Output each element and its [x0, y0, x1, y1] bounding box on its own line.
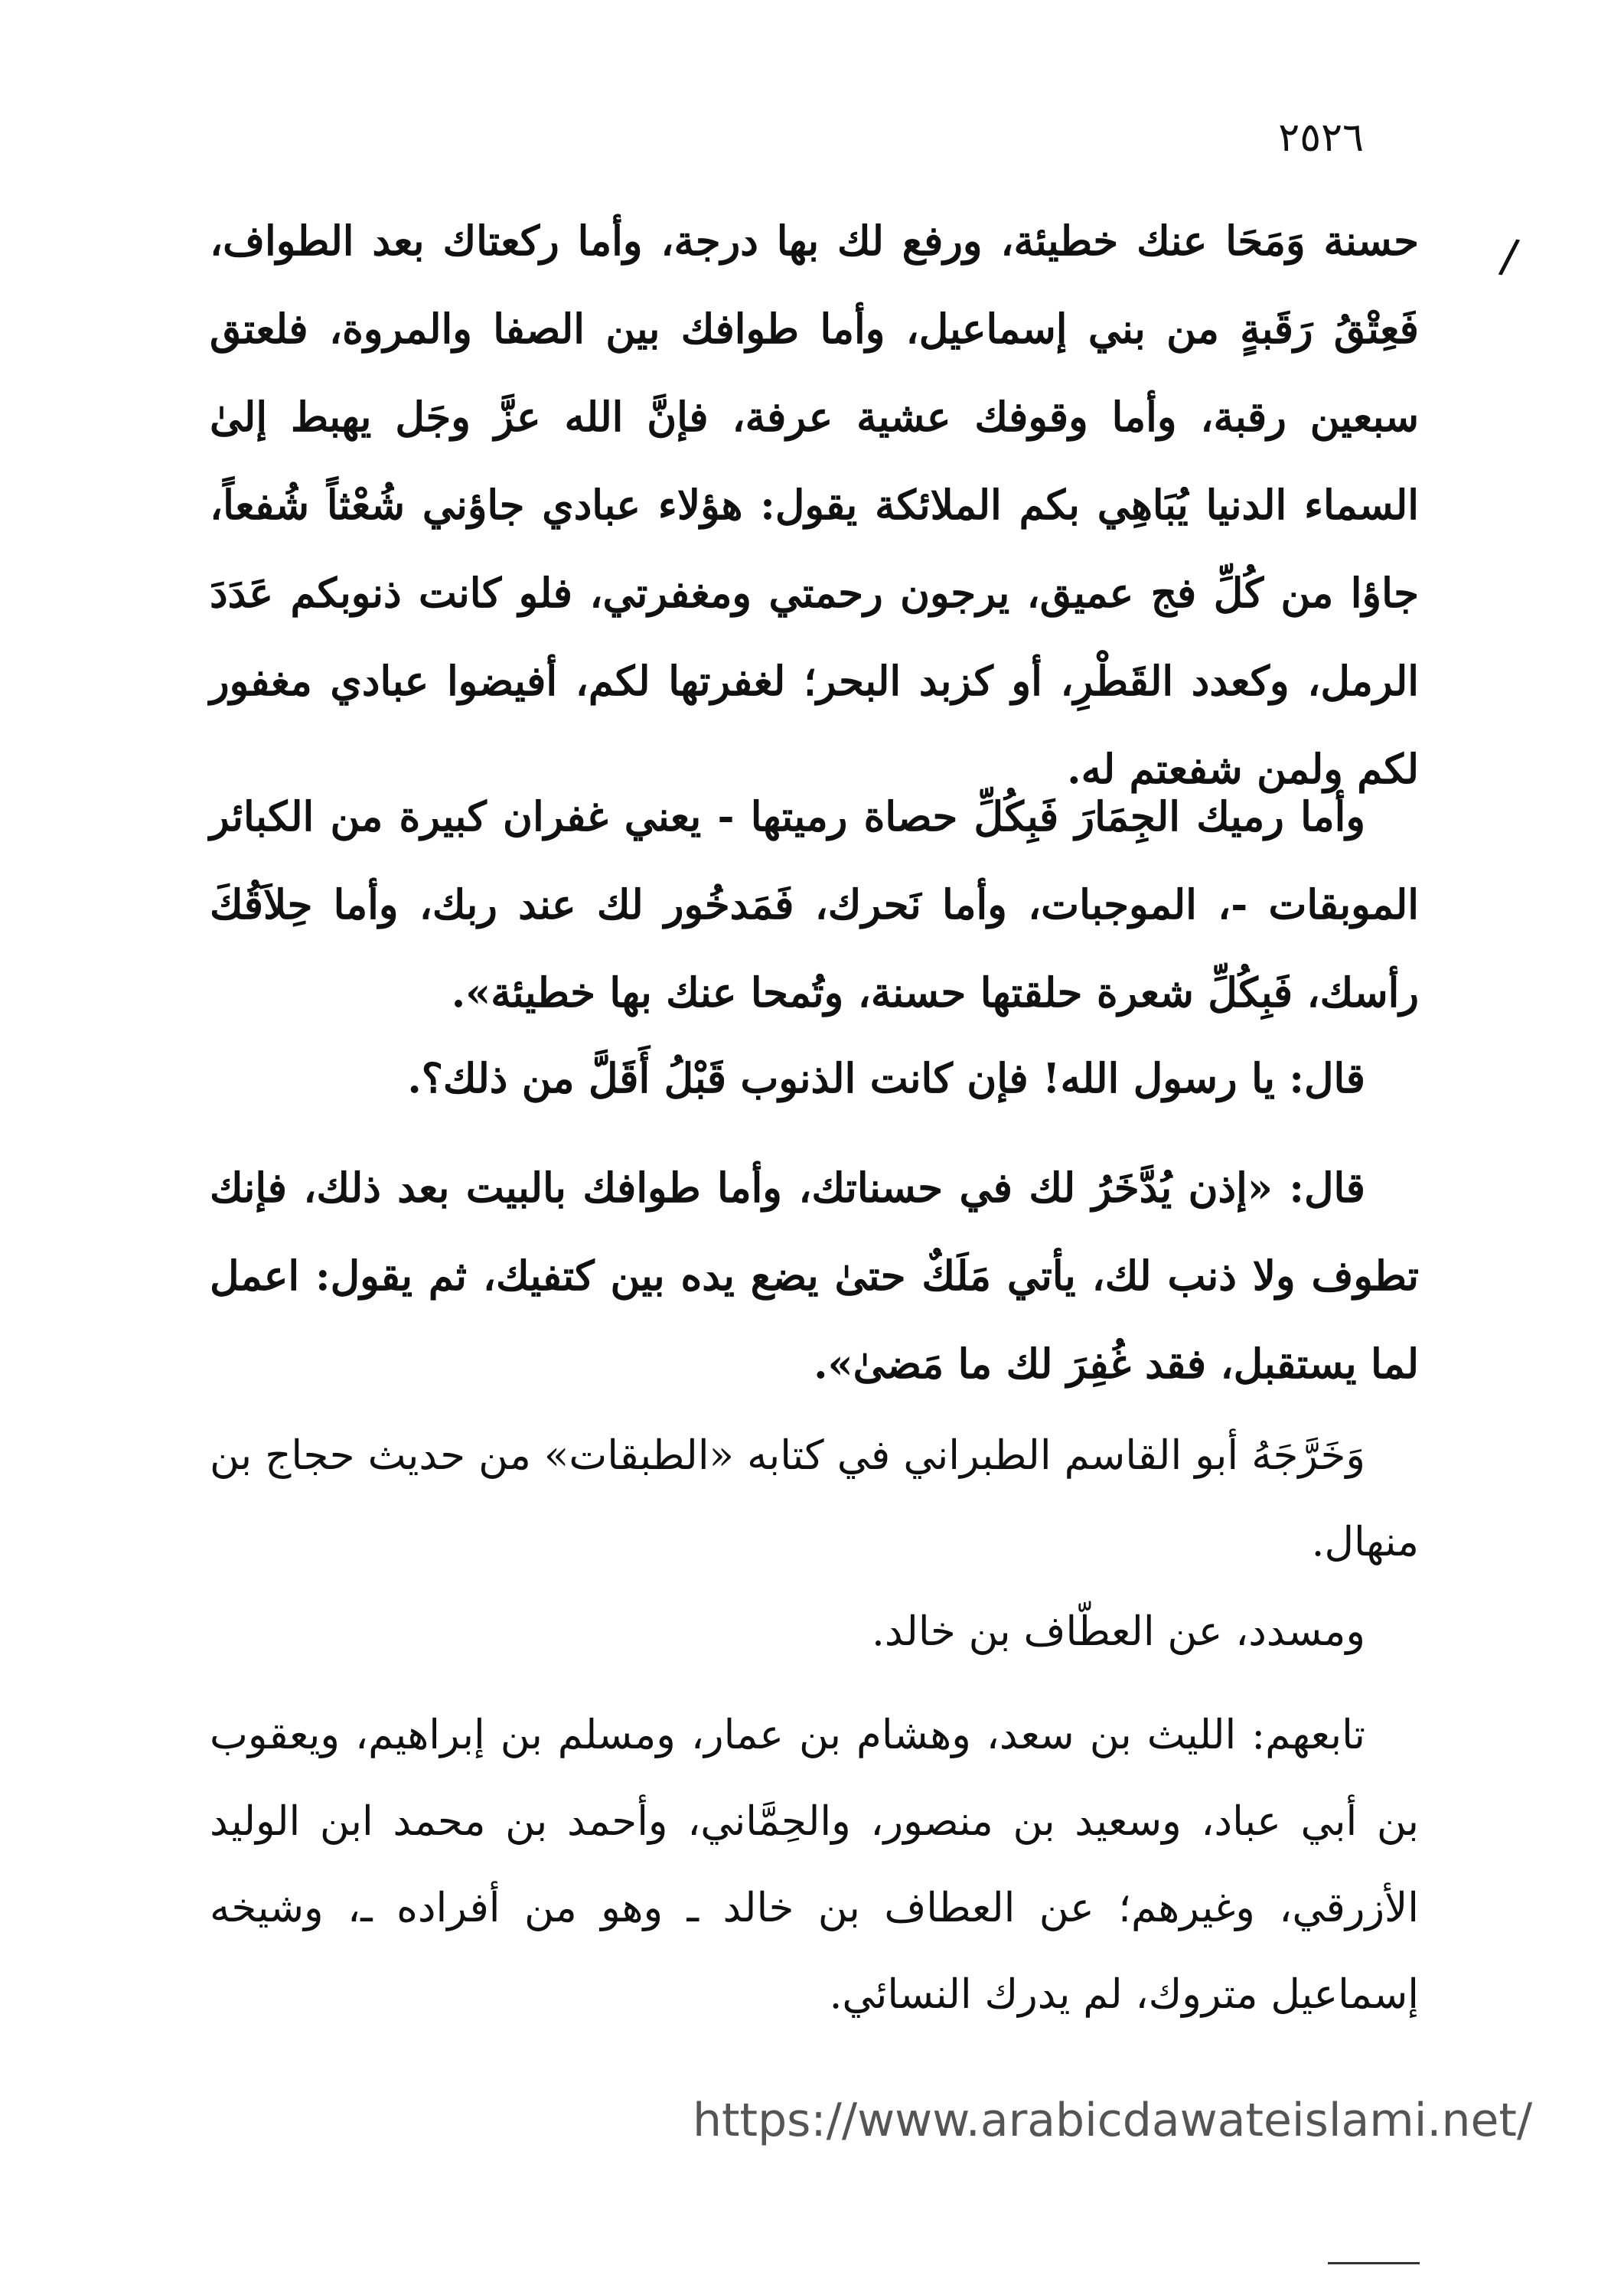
page-number: ٢٥٢٦	[1278, 115, 1364, 161]
margin-mark: /	[1497, 228, 1522, 285]
commentary-paragraph-2	[210, 1588, 1419, 1675]
paragraph-text: تابعهم: الليث بن سعد، وهشام بن عمار، ومسلم بن إبراهيم، ويعقوب بن أبي عباد، وسعيد بن منصور، والحِمَّاني، وأحمد بن محمد ابن الوليد الأزرقي، وغيرهم؛ عن العطاف بن خالد ـ وهو من أفراده ـ، وشيخه إسماعيل متروك، لم يدرك النسائي.	[210, 1712, 1419, 2018]
paragraph-text: حسنة وَمَحَا عنك خطيئة، ورفع لك بها درجة، وأما ركعتاك بعد الطواف، فَعِتْقُ رَقَبةٍ من بني إسماعيل، وأما طوافك بين الصفا والمروة، فلعتق سبعين رقبة، وأما وقوفك عشية عرفة، فإنَّ الله عزَّ وجَل يهبط إلىٰ السماء الدنيا يُبَاهِي بكم الملائكة يقول: هؤلاء عبادي جاؤني شُعْثاً شُفعاً، جاؤا من كُلِّ فج عميق، يرجون رحمتي ومغفرتي، فلو كانت ذنوبكم عَدَدَ الرمل، وكعدد القَطْرِ، أو كزبد البحر؛ لغفرتها لكم، أفيضوا عبادي مغفور لكم ولمن شفعتم له.	[210, 217, 1419, 793]
commentary-paragraph-3	[210, 1692, 1419, 2038]
paragraph-text: ومسدد، عن العطّاف بن خالد.	[872, 1608, 1365, 1655]
paragraph-text: قال: «إذن يُدَّخَرُ لك في حسناتك، وأما طوافك بالبيت بعد ذلك، فإنك تطوف ولا ذنب لك، يأتي مَلَكٌ حتىٰ يضع يده بين كتفيك، ثم يقول: اعمل لما يستقبل، فقد غُفِرَ لك ما مَضىٰ».	[210, 1164, 1419, 1388]
source-url-watermark: https://www.arabicdawateislami.net/	[693, 2094, 1533, 2147]
hadith-paragraph-1	[210, 197, 1419, 814]
bottom-rule	[1328, 2262, 1420, 2264]
paragraph-text: وأما رميك الجِمَارَ فَبِكُلِّ حصاة رميتها - يعني غفران كبيرة من الكبائر الموبقات -، الموجبات، وأما نَحرك، فَمَدخُور لك عند ربك، وأما حِلاَقُكَ رأسك، فَبِكُلِّ شعرة حلقتها حسنة، وتُمحا عنك بها خطيئة».	[210, 793, 1419, 1017]
commentary-paragraph-1	[210, 1412, 1419, 1585]
hadith-paragraph-4	[210, 1144, 1419, 1409]
hadith-paragraph-2	[210, 773, 1419, 1037]
hadith-paragraph-3	[210, 1035, 1419, 1123]
paragraph-text: قال: يا رسول الله! فإن كانت الذنوب قَبْلُ أَقَلَّ من ذلك؟.	[407, 1055, 1365, 1102]
paragraph-text: وَخَرَّجَهُ أبو القاسم الطبراني في كتابه «الطبقات» من حديث حجاج بن منهال.	[210, 1432, 1419, 1565]
